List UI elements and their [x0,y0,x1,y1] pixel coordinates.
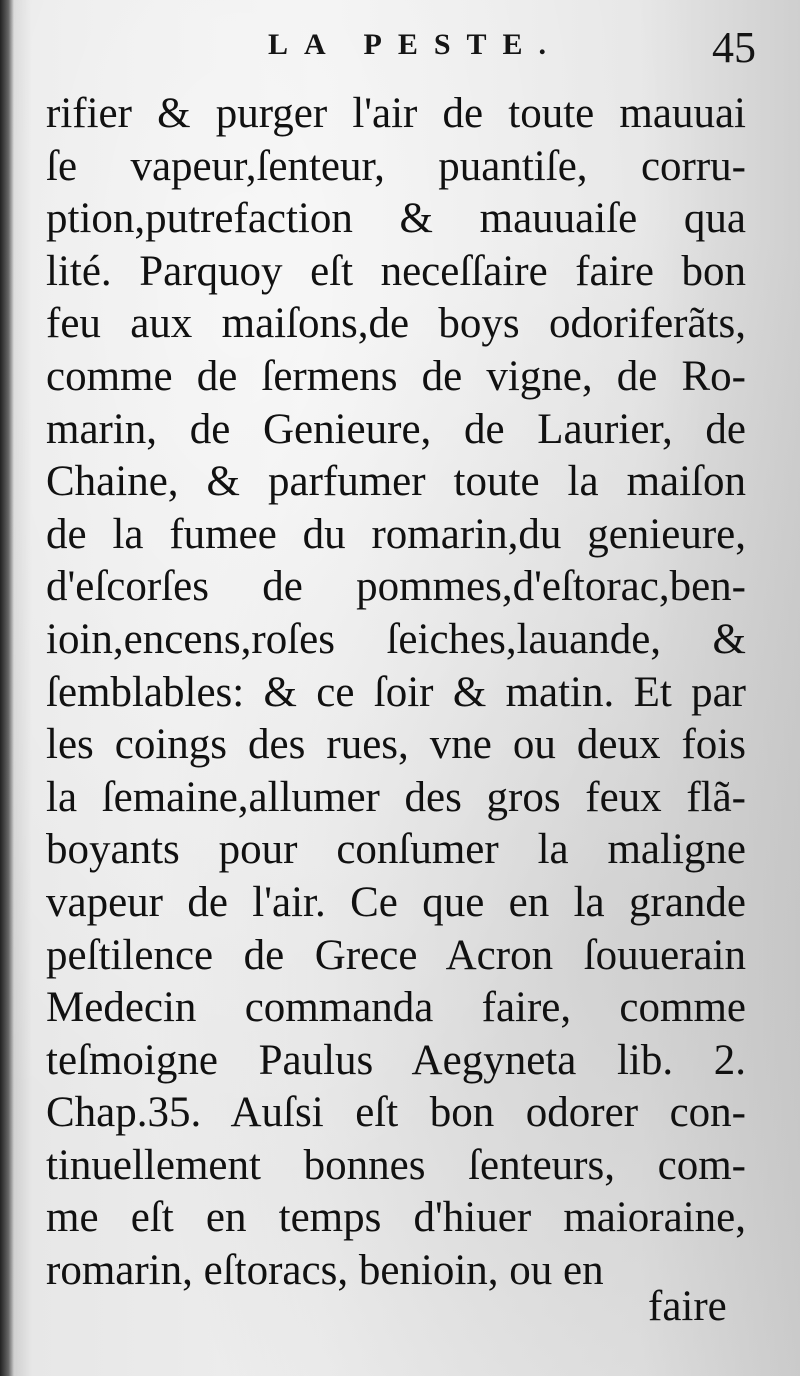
body-text [46,88,746,1298]
text-line: ſemblables: & ce ſoir & matin. Et par [46,668,746,716]
binding-shadow [0,0,14,1376]
text-line: Medecin commanda faire, comme [46,984,746,1032]
text-line: ioin,encens,roſes ſeiches,lauande, & [46,615,746,663]
text-line: lité. Parquoy eſt neceſſaire faire bon [46,247,746,295]
text-line: boyants pour conſumer la maligne [46,826,746,874]
text-line: d'eſcorſes de pommes,d'eſtorac,ben- [46,563,746,611]
text-line: tinuellement bonnes ſenteurs, com- [46,1141,746,1189]
text-line: les coings des rues, vne ou deux fois [46,721,746,769]
catchword: faire [648,1283,727,1330]
text-line: me eſt en temps d'hiuer maioraine, [46,1194,746,1242]
text-line: comme de ſermens de vigne, de Ro- [46,352,746,400]
text-line: romarin, eſtoracs, benioin, ou en [46,1247,604,1295]
text-line: ſe vapeur,ſenteur, puantiſe, corru- [46,142,746,190]
text-line: peſtilence de Grece Acron ſouuerain [46,931,746,979]
text-line: rifier & purger l'air de toute mauuai [46,90,746,137]
text-line: de la fumee du romarin,du genieure, [46,510,746,558]
text-line: vapeur de l'air. Ce que en la grande [46,878,746,926]
page-number: 45 [712,23,756,72]
text-line: teſmoigne Paulus Aegyneta lib. 2. [46,1036,746,1084]
text-line: Chap.35. Auſsi eſt bon odorer con- [46,1089,746,1137]
text-line: la ſemaine,allumer des gros feux flã- [46,773,746,821]
text-line: ption,putrefaction & mauuaiſe qua [46,195,746,243]
running-title: LA PESTE. [268,28,563,61]
text-line: feu aux maiſons,de boys odoriferãts, [46,300,746,348]
text-line: Chaine, & parfumer toute la maiſon [46,458,746,506]
text-line: marin, de Genieure, de Laurier, de [46,405,746,453]
